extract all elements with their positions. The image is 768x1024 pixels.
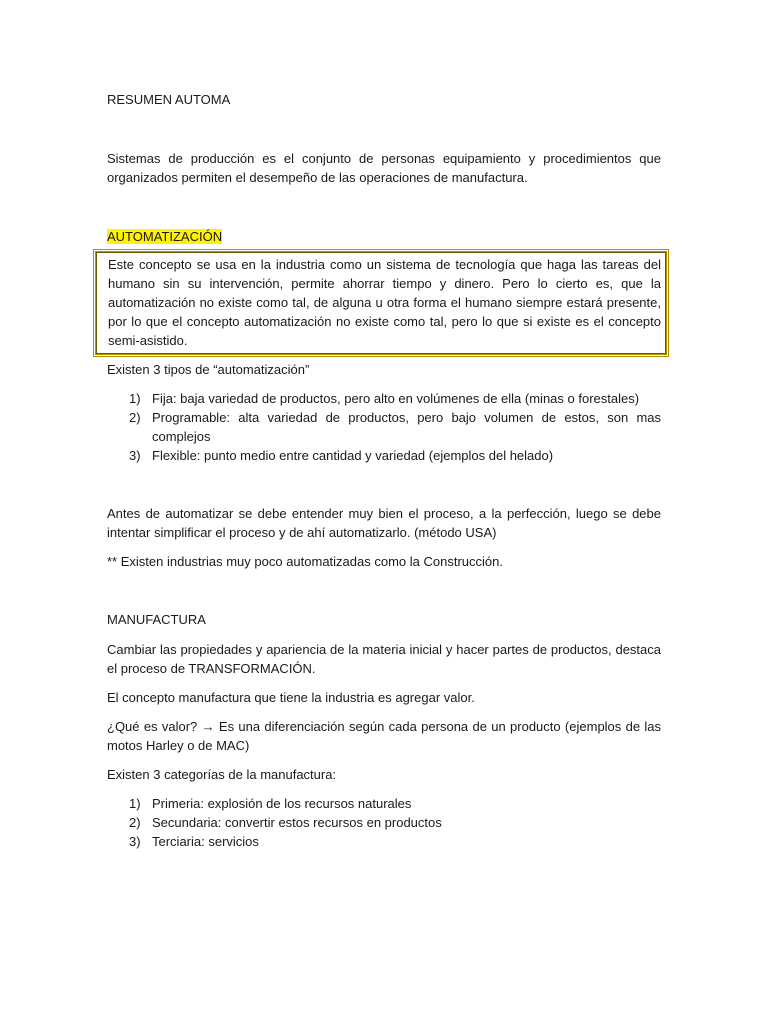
- document-title: RESUMEN AUTOMA: [107, 92, 231, 107]
- document-page: [107, 90, 661, 851]
- list-item: [107, 408, 661, 446]
- manufacturing-paragraph-1: Cambiar las propiedades y apariencia de la materia inicial y hacer partes de productos, destaca el proceso de TRANSFORMACIÓN.: [107, 642, 661, 676]
- list-item: [107, 832, 661, 851]
- list-item: [107, 794, 661, 813]
- manufacturing-heading: MANUFACTURA: [107, 612, 206, 627]
- list-item-text: Programable: alta variedad de productos, pero bajo volumen de estos, son mas complejos: [152, 410, 661, 444]
- automation-heading: [107, 227, 661, 246]
- list-item-text: Primeria: explosión de los recursos naturales: [152, 796, 412, 811]
- list-item-number: 3): [129, 448, 141, 463]
- intro-paragraph: Sistemas de producción es el conjunto de personas equipamiento y procedimientos que organizados permiten el desempeño de las operaciones de manufactura.: [107, 151, 661, 185]
- list-item-number: 1): [129, 796, 141, 811]
- automation-types-list: [107, 389, 661, 465]
- list-item-number: 1): [129, 391, 141, 406]
- list-item-text: Terciaria: servicios: [152, 834, 259, 849]
- before-automating-paragraph: Antes de automatizar se debe entender muy bien el proceso, a la perfección, luego se debe intentar simplificar el proceso y de ahí automatizarlo. (método USA): [107, 506, 661, 540]
- automation-heading-text: AUTOMATIZACIÓN: [107, 229, 223, 244]
- construction-note: ** Existen industrias muy poco automatizadas como la Construcción.: [107, 554, 503, 569]
- list-item: [107, 446, 661, 465]
- list-item-number: 3): [129, 834, 141, 849]
- list-item-text: Fija: baja variedad de productos, pero alto en volúmenes de ella (minas o forestales): [152, 391, 640, 406]
- automation-definition-text: Este concepto se usa en la industria como un sistema de tecnología que haga las tareas del humano sin su intervención, permite ahorrar tiempo y dinero. Pero lo cierto es, que la automatización no existe como tal, de alguna u otra forma el humano siempre estará presente, por lo que el concepto automatización no existe como tal, pero lo que si existe es el concepto semi-asistido.: [108, 257, 661, 348]
- list-item: [107, 389, 661, 408]
- list-item-number: 2): [129, 410, 141, 425]
- list-item-text: Secundaria: convertir estos recursos en productos: [152, 815, 442, 830]
- list-item: [107, 813, 661, 832]
- manufacturing-paragraph-3: ¿Qué es valor? → Es una diferenciación según cada persona de un producto (ejemplos de las motos Harley o de MAC): [107, 719, 661, 753]
- manufacturing-categories-list: [107, 794, 661, 851]
- list-item-number: 2): [129, 815, 141, 830]
- automation-types-intro: Existen 3 tipos de “automatización”: [107, 362, 310, 377]
- manufacturing-categories-intro: Existen 3 categorías de la manufactura:: [107, 767, 337, 782]
- automation-definition-box: [93, 249, 669, 357]
- manufacturing-paragraph-2: El concepto manufactura que tiene la industria es agregar valor.: [107, 690, 475, 705]
- list-item-text: Flexible: punto medio entre cantidad y variedad (ejemplos del helado): [152, 448, 554, 463]
